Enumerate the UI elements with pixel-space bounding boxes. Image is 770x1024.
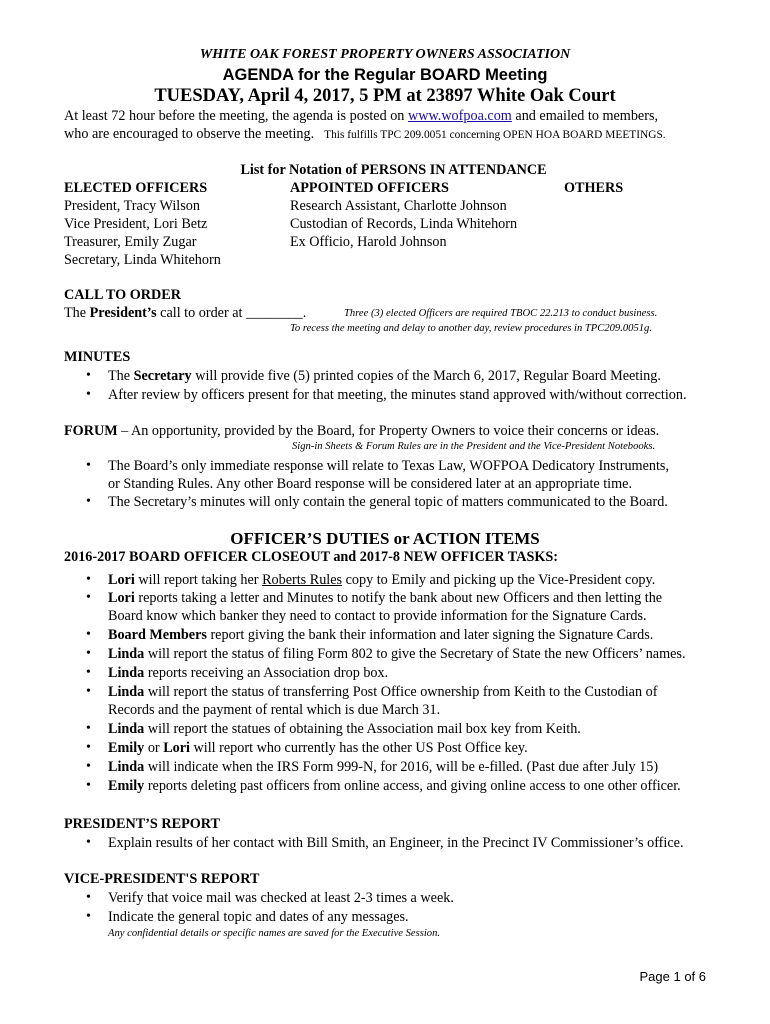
notice-line-2: who are encouraged to observe the meeting. This fulfills TPC 209.0051 concerning OPEN HOA BOARD MEETINGS.	[64, 126, 666, 142]
elected-officers-header: ELECTED OFFICERS	[64, 180, 208, 196]
officers-subheading: 2016-2017 BOARD OFFICER CLOSEOUT and 2017-8 NEW OFFICER TASKS:	[64, 549, 559, 565]
bullet-icon: •	[86, 721, 91, 736]
attendance-title: List for Notation of PERSONS IN ATTENDANCE	[240, 162, 547, 178]
action-item: Linda will report the status of transferring Post Office ownership from Keith to the Custodian of	[108, 684, 658, 700]
action-item: Lori will report taking her Roberts Rules copy to Emily and picking up the Vice-President copy.	[108, 572, 656, 588]
page-number: Page 1 of 6	[639, 969, 706, 984]
forum-item-continued: or Standing Rules. Any other Board response will be considered later at an appropriate time.	[108, 476, 633, 492]
action-item: Emily reports deleting past officers from online access, and giving online access to one other officer.	[108, 778, 681, 794]
officers-duties-heading: OFFICER’S DUTIES or ACTION ITEMS	[230, 529, 540, 548]
meeting-date: TUESDAY, April 4, 2017, 5 PM at 23897 White Oak Court	[154, 86, 616, 106]
bullet-icon: •	[86, 778, 91, 793]
appointed-officer: Research Assistant, Charlotte Johnson	[290, 198, 507, 214]
president-report-heading: PRESIDENT’S REPORT	[64, 816, 220, 832]
minutes-item: After review by officers present for that meeting, the minutes stand approved with/without correction.	[108, 387, 687, 403]
confidential-note: Any confidential details or specific names are saved for the Executive Session.	[108, 928, 441, 939]
website-link[interactable]: www.wofpoa.com	[407, 108, 512, 124]
bullet-icon: •	[86, 494, 91, 509]
elected-officer: Treasurer, Emily Zugar	[64, 234, 197, 250]
president-report-item: Explain results of her contact with Bill Smith, an Engineer, in the Precinct IV Commissioner’s office.	[108, 835, 684, 851]
elected-officer: President, Tracy Wilson	[64, 198, 200, 214]
bullet-icon: •	[86, 835, 91, 850]
bullet-icon: •	[86, 458, 91, 473]
bullet-icon: •	[86, 646, 91, 661]
bullet-icon: •	[86, 909, 91, 924]
elected-officer: Vice President, Lori Betz	[64, 216, 208, 232]
tpc-note: This fulfills TPC 209.0051 concerning OPEN HOA BOARD MEETINGS.	[324, 129, 666, 141]
appointed-officers-header: APPOINTED OFFICERS	[290, 180, 449, 196]
recess-note: To recess the meeting and delay to another day, review procedures in TPC209.0051g.	[290, 323, 653, 334]
call-to-order-heading: CALL TO ORDER	[64, 287, 181, 303]
action-item: Linda will report the status of filing Form 802 to give the Secretary of State the new Officers’ names.	[108, 646, 686, 662]
action-item-continued: Records and the payment of rental which is due March 31.	[108, 702, 441, 718]
action-item: Lori reports taking a letter and Minutes to notify the bank about new Officers and then letting the	[108, 590, 663, 606]
bullet-icon: •	[86, 665, 91, 680]
vp-report-heading: VICE-PRESIDENT'S REPORT	[64, 871, 260, 887]
forum-item: The Secretary’s minutes will only contain the general topic of matters communicated to the Board.	[108, 494, 668, 510]
action-item: Linda reports receiving an Association drop box.	[108, 665, 389, 681]
forum-intro: FORUM – An opportunity, provided by the Board, for Property Owners to voice their concerns or ideas.	[64, 423, 660, 439]
quorum-note: Three (3) elected Officers are required TBOC 22.213 to conduct business.	[344, 308, 658, 319]
others-header: OTHERS	[564, 180, 624, 196]
elected-officer: Secretary, Linda Whitehorn	[64, 252, 221, 268]
bullet-icon: •	[86, 368, 91, 383]
bullet-icon: •	[86, 890, 91, 905]
vp-report-item: Indicate the general topic and dates of any messages.	[108, 909, 409, 925]
bullet-icon: •	[86, 627, 91, 642]
agenda-title: AGENDA for the Regular BOARD Meeting	[222, 66, 548, 84]
appointed-officer: Custodian of Records, Linda Whitehorn	[290, 216, 518, 232]
bullet-icon: •	[86, 759, 91, 774]
call-to-order-line: The President’s call to order at ________.	[64, 305, 307, 321]
forum-note: Sign-in Sheets & Forum Rules are in the President and the Vice-President Notebooks.	[292, 441, 656, 452]
bullet-icon: •	[86, 387, 91, 402]
minutes-heading: MINUTES	[64, 349, 131, 365]
appointed-officer: Ex Officio, Harold Johnson	[290, 234, 447, 250]
forum-heading: FORUM	[64, 423, 118, 439]
minutes-item: The Secretary will provide five (5) printed copies of the March 6, 2017, Regular Board Meeting.	[108, 368, 661, 384]
bullet-icon: •	[86, 572, 91, 587]
vp-report-item: Verify that voice mail was checked at least 2-3 times a week.	[108, 890, 454, 906]
action-item: Emily or Lori will report who currently has the other US Post Office key.	[108, 740, 528, 756]
forum-item: The Board’s only immediate response will relate to Texas Law, WOFPOA Dedicatory Instruments,	[108, 458, 669, 474]
notice-line-1: At least 72 hour before the meeting, the agenda is posted on www.wofpoa.com and emailed to members,	[64, 108, 659, 124]
action-item-continued: Board know which banker they need to contact to provide information for the Signature Cards.	[108, 608, 647, 624]
bullet-icon: •	[86, 740, 91, 755]
action-item: Board Members report giving the bank their information and later signing the Signature Cards.	[108, 627, 654, 643]
action-item: Linda will indicate when the IRS Form 999-N, for 2016, will be e-filled. (Past due after July 15)	[108, 759, 659, 775]
organization-name: WHITE OAK FOREST PROPERTY OWNERS ASSOCIATION	[199, 47, 571, 62]
bullet-icon: •	[86, 684, 91, 699]
bullet-icon: •	[86, 590, 91, 605]
action-item: Linda will report the statues of obtaining the Association mail box key from Keith.	[108, 721, 581, 737]
